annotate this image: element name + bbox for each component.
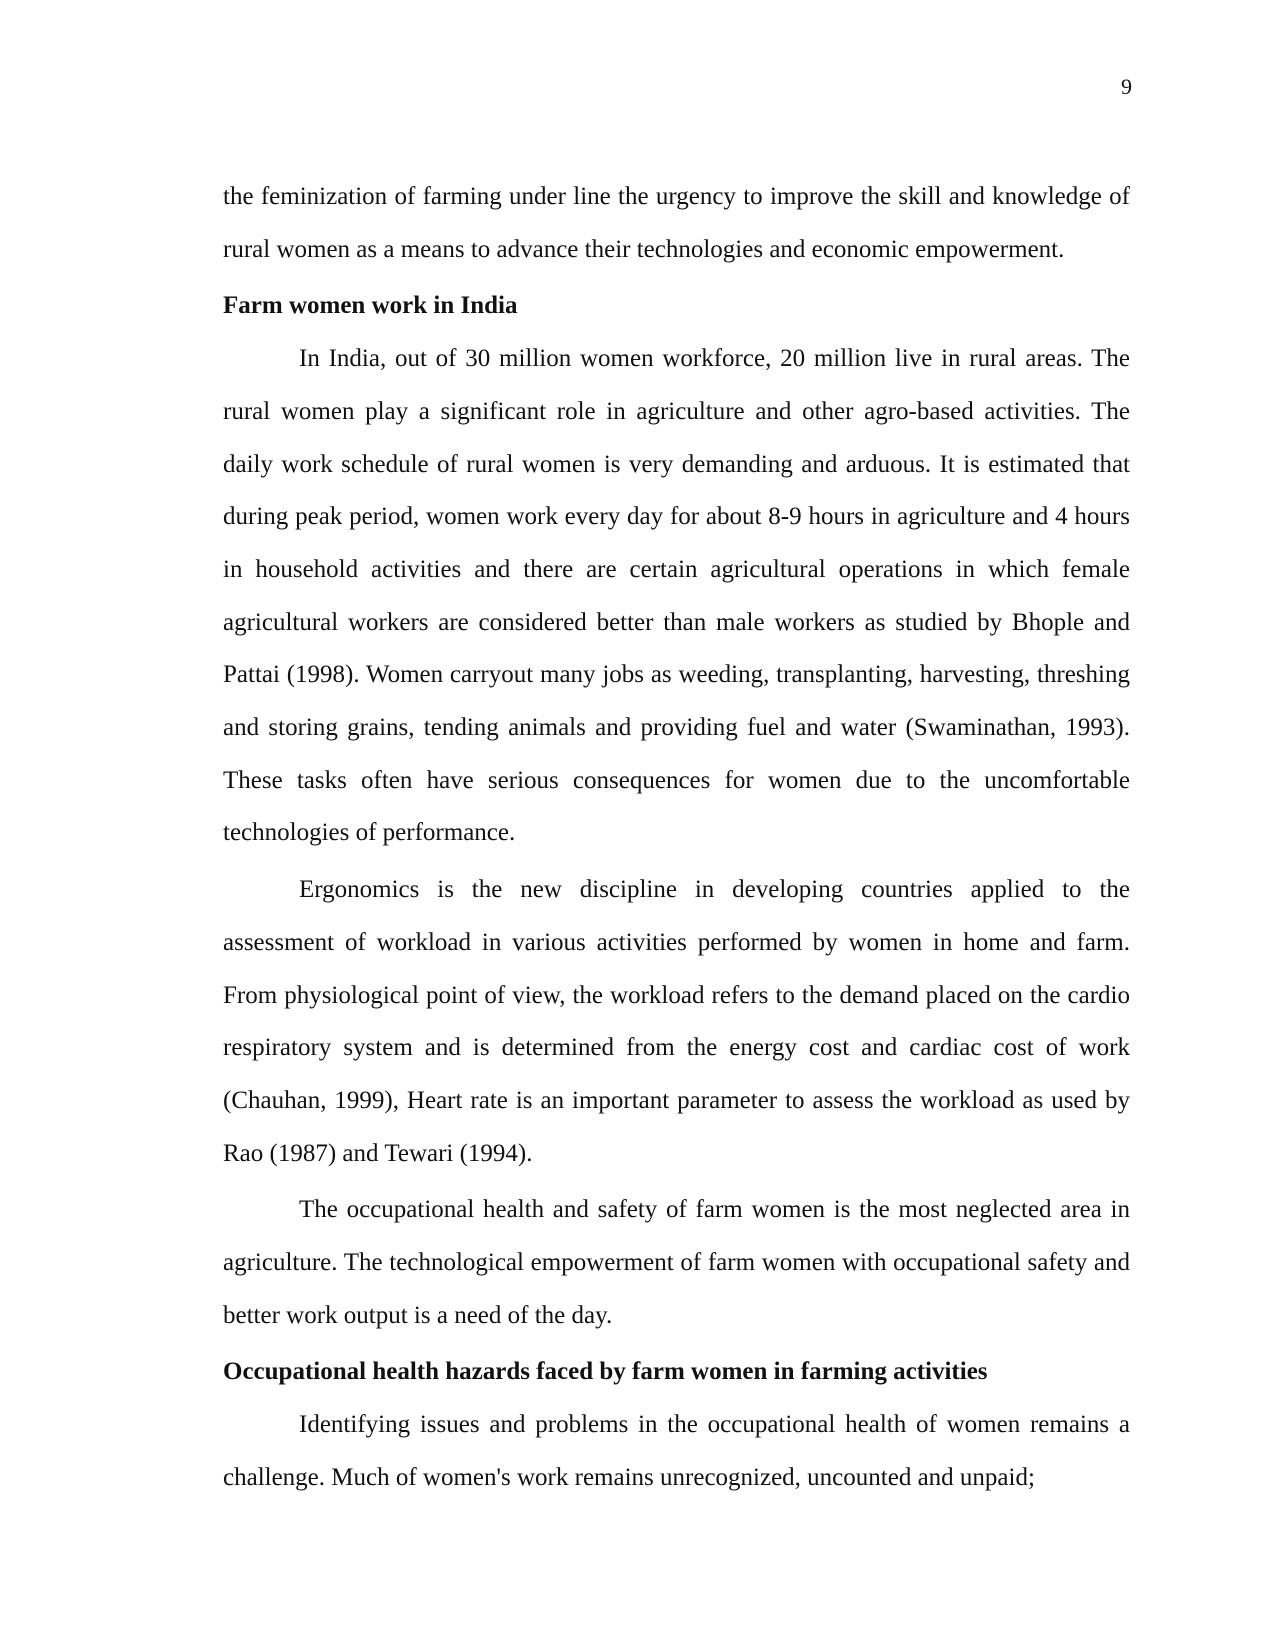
paragraph-intro-continuation: the feminization of farming under line the urgency to improve the skill and knowledge of rural women as a means to advance their technologies and economic empowerment.	[223, 183, 1130, 263]
paragraph-india-workforce: In India, out of 30 million women workforce, 20 million live in rural areas. The rural women play a significant role in agriculture and other agro-based activities. The daily work schedule of rural women is very demanding and arduous. It is estimated that during peak period, women work every day for about 8-9 hours in agriculture and 4 hours in household activities and there are certain agricultural operations in which female agricultural workers are considered better than male workers as studied by Bhople and Pattai (1998). Women carryout many jobs as weeding, transplanting, harvesting, threshing and storing grains, tending animals and providing fuel and water (Swaminathan, 1993). These tasks often have serious consequences for women due to the uncomfortable technologies of performance.	[223, 345, 1130, 847]
paragraph-hazards-intro: Identifying issues and problems in the occupational health of women remains a challenge. Much of women's work remains unrecognized, uncounted and unpaid;	[223, 1411, 1130, 1491]
section-heading-health-hazards: Occupational health hazards faced by farm women in farming activities	[223, 1358, 988, 1386]
section-heading-farm-women-work: Farm women work in India	[223, 292, 518, 320]
paragraph-ergonomics: Ergonomics is the new discipline in developing countries applied to the assessment of workload in various activities performed by women in home and farm. From physiological point of view, the workload refers to the demand placed on the cardio respiratory system and is determined from the energy cost and cardiac cost of work (Chauhan, 1999), Heart rate is an important parameter to assess the workload as used by Rao (1987) and Tewari (1994).	[223, 876, 1130, 1167]
document-body	[223, 171, 1130, 1505]
page-number: 9	[1121, 74, 1132, 99]
paragraph-occupational-safety: The occupational health and safety of farm women is the most neglected area in agriculture. The technological empowerment of farm women with occupational safety and better work output is a need of the day.	[223, 1196, 1130, 1329]
